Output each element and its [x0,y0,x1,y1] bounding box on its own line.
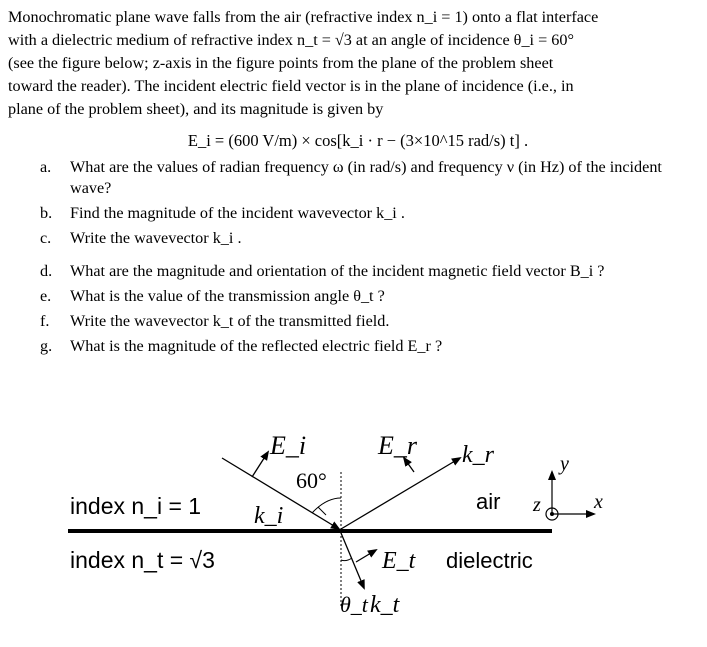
reflected-e-arrow [404,458,414,472]
intro-line-1: Monochromatic plane wave falls from the air (refractive index n_i = 1) onto a flat interface [8,8,599,26]
question-item [8,261,672,282]
incident-e-arrow [252,452,268,477]
index-i-label: index n_i = 1 [70,493,202,519]
question-text: What is the magnitude of the reflected electric field E_r ? [70,337,443,355]
index-t-label: index n_t = √3 [70,547,215,573]
e-t-label: E_t [382,548,416,574]
refraction-figure [0,410,707,647]
air-label: air [476,489,501,514]
intro-line-4: toward the reader). The incident electric field vector is in the plane of incidence (i.e., in [8,77,574,95]
question-list [8,157,672,357]
theta-t-label: θ_t [340,592,368,617]
z-axis-label: z [533,494,541,516]
question-text: What are the values of radian frequency ω (in rad/s) and frequency ν (in Hz) of the incident wave? [70,158,662,197]
question-item [8,157,672,199]
z-axis-dot [550,512,554,516]
question-item [8,336,672,357]
question-text: Write the wavevector k_t of the transmitted field. [70,312,390,330]
angle-arc-tick [318,507,326,515]
question-item [8,286,672,307]
y-axis-label: y [560,453,569,475]
question-label: e. [40,287,52,305]
intro-line-3: (see the figure below; z-axis in the figure points from the plane of the problem sheet [8,54,554,72]
question-text: What is the value of the transmission angle θ_t ? [70,287,385,305]
question-item [8,228,672,249]
dielectric-label: dielectric [446,548,533,573]
k-t-label: k_t [370,592,400,618]
intro-line-5: plane of the problem sheet), and its magnitude is given by [8,100,384,118]
transmitted-e-arrow [356,550,376,562]
question-label: c. [40,229,52,247]
incidence-angle-arc [312,498,341,513]
intro-line-2: with a dielectric medium of refractive index n_t = √3 at an angle of incidence θ_i = 60° [8,31,574,49]
k-i-label: k_i [254,503,284,529]
k-r-label: k_r [462,442,494,468]
problem-statement [8,6,672,361]
question-text: What are the magnitude and orientation of the incident magnetic field vector B_i ? [70,262,605,280]
transmission-angle-arc [341,558,352,561]
question-item [8,311,672,332]
problem-intro [8,6,672,121]
question-label: f. [40,312,50,330]
e-i-label: E_i [270,431,307,460]
question-item [8,203,672,224]
angle-label: 60° [296,468,327,493]
question-label: g. [40,337,53,355]
question-label: d. [40,262,53,280]
e-r-label: E_r [378,431,417,460]
reflected-ray [341,458,460,529]
x-axis-label: x [594,491,603,513]
incident-field-equation [8,131,672,151]
question-label: a. [40,158,52,176]
question-text: Find the magnitude of the incident wavevector k_i . [70,204,405,222]
equation-text: E_i = (600 V/m) × cos[k_i · r − (3×10^15 rad/s) t] . [187,131,529,150]
question-text: Write the wavevector k_i . [70,229,242,247]
question-label: b. [40,204,53,222]
